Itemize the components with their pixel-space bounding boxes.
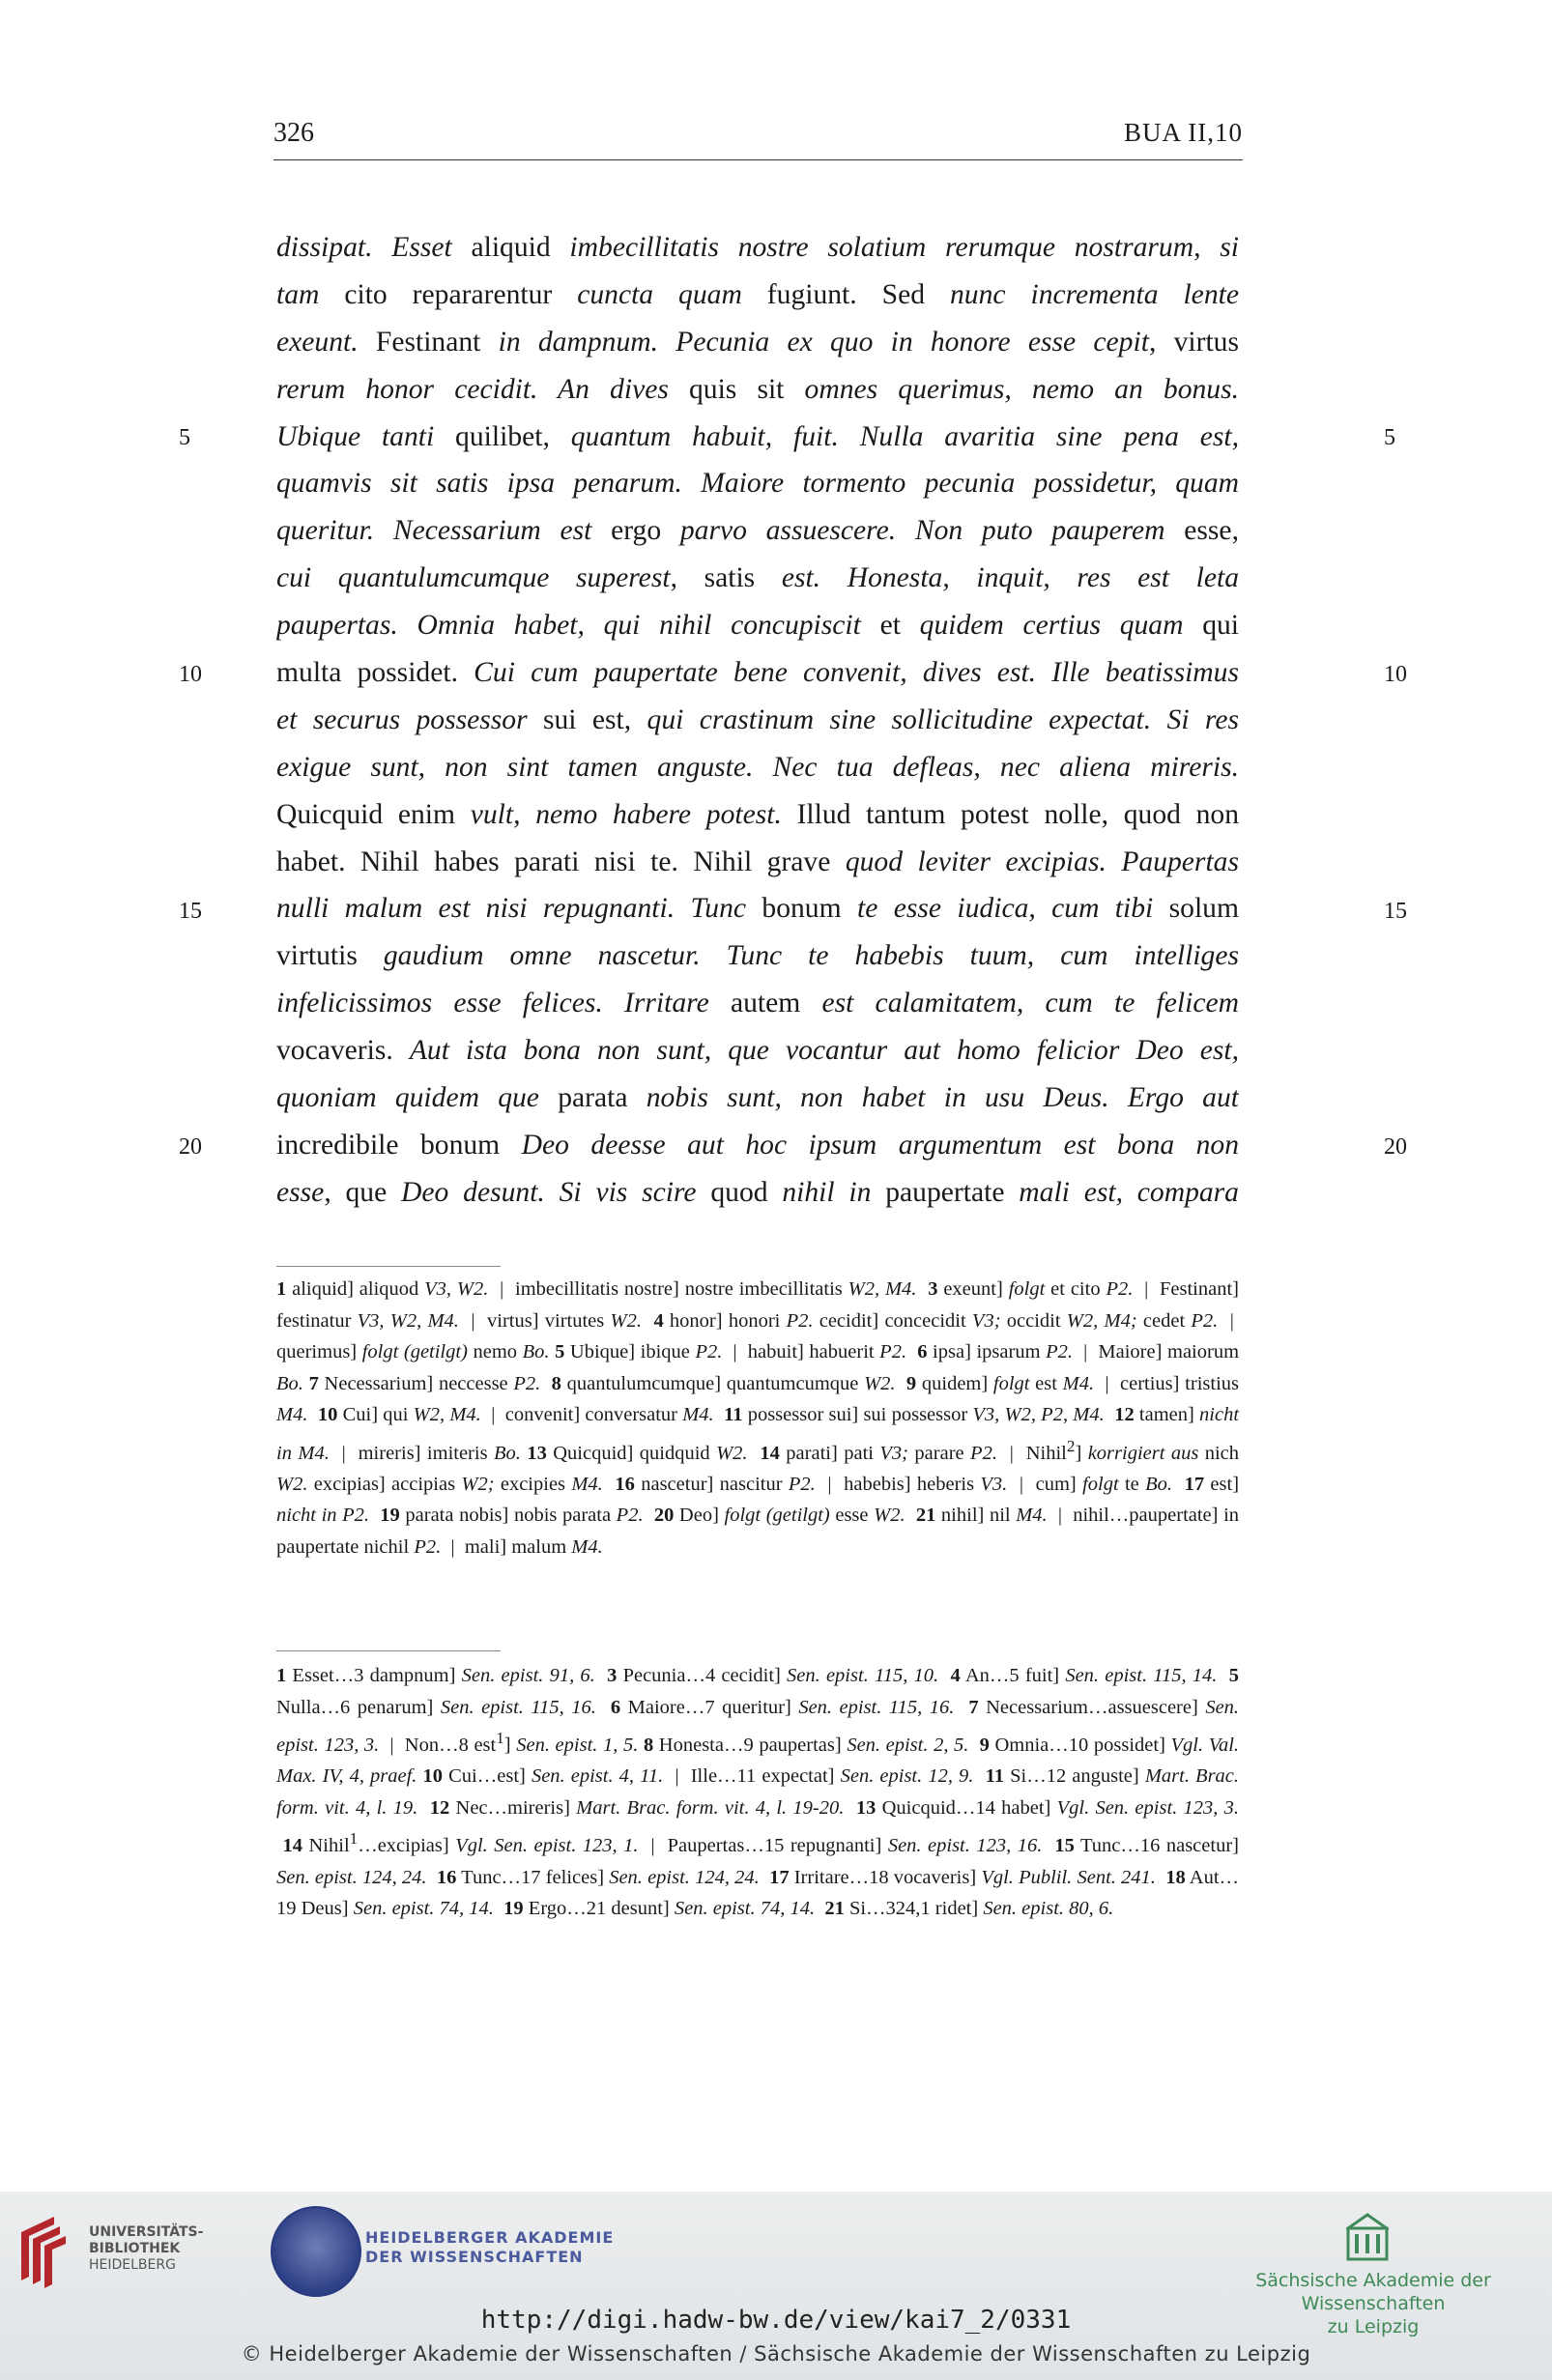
line-number-left: 5 — [179, 425, 190, 450]
text-line: dissipat. Esset aliquid imbecillitatis nostre solatium rerumque nostrarum, si — [276, 232, 1239, 263]
apparatus-rule — [276, 1266, 501, 1267]
text-line: nulli malum est nisi repugnanti. Tunc bonum te esse iudica, cum tibi solum — [276, 893, 1239, 925]
line-number-right: 5 — [1384, 425, 1395, 450]
text-line: incredibile bonum Deo deesse aut hoc ipsum argumentum est bona non — [276, 1129, 1239, 1161]
running-head: BUA II,10 — [1124, 118, 1243, 147]
line-number-right: 15 — [1384, 899, 1407, 924]
saxon-academy-name: Sächsische Akademie der Wissenschaften zu Leipzig — [1255, 2270, 1491, 2337]
text-line: quamvis sit satis ipsa penarum. Maiore tormento pecunia possidetur, quam — [276, 468, 1239, 500]
text-line: et securus possessor sui est, qui crastinum sine sollicitudine expectat. Si res — [276, 703, 1239, 735]
source-apparatus: 1 Esset…3 dampnum] Sen. epist. 91, 6. 3 Pecunia…4 cecidit] Sen. epist. 115, 10. 4 An…5 fuit] Sen. epist. 115, 14. 5 Nulla…6 penarum] Sen. epist. 115, 16. 6 Maiore…7 queritur] Sen. epist. 115, 16. 7 Necessarium…assuescere] Sen. epist. 123, 3. | Non…8 est$^1$] Sen. epist. 1, 5. 8 Honesta…9 paupertas] Sen. epist. 2, 5. 9 Omnia…10 possidet] Vgl. Val. Max. IV, 4, praef. 10 Cui…est] Sen. epist. 4, 11. | Ille…11 expectat] Sen. epist. 12, 9. 11 Si…12 anguste] Mart. Brac. form. vit. 4, l. 19. 12 Nec…mireris] Mart. Brac. form. vit. 4, l. 19-20. 13 Quicquid…14 habet] Vgl. Sen. epist. 123, 3. 14 Nihil$^1$…excipias] Vgl. Sen. epist. 123, 1. | Paupertas…15 repugnanti] Sen. epist. 123, 16. 15 Tunc…16 nascetur] Sen. epist. 124, 24. 16 Tunc…17 felices] Sen. epist. 124, 24. 17 Irritare…18 vocaveris] Vgl. Publil. Sent. 241. 18 Aut…19 Deus] Sen. epist. 74, 14. 19 Ergo…21 desunt] Sen. epist. 74, 14. 21 Si…324,1 ridet] Sen. epist. 80, 6. — [276, 1665, 1240, 1920]
text-line: quoniam quidem que parata nobis sunt, non habet in usu Deus. Ergo aut — [276, 1082, 1239, 1114]
text-line: rerum honor cecidit. An dives quis sit omnes querimus, nemo an bonus. — [276, 373, 1239, 405]
header-rule — [273, 159, 1243, 160]
text-line: esse, que Deo desunt. Si vis scire quod nihil in paupertate mali est, compara — [276, 1176, 1239, 1208]
line-number-left: 15 — [179, 899, 202, 924]
text-line: Quicquid enim vult, nemo habere potest. Illud tantum potest nolle, quod non — [276, 798, 1239, 830]
text-line: queritur. Necessarium est ergo parvo assuescere. Non puto pauperem esse, — [276, 515, 1239, 547]
text-line: exigue sunt, non sint tamen anguste. Nec tua defleas, nec aliena mireris. — [276, 751, 1239, 783]
text-line: tam cito repararentur cuncta quam fugiunt. Sed nunc incrementa lente — [276, 278, 1239, 310]
text-line: vocaveris. Aut ista bona non sunt, que vocantur aut homo felicior Deo est, — [276, 1035, 1239, 1067]
university-library-name: UNIVERSITÄTS- BIBLIOTHEK HEIDELBERG — [89, 2224, 204, 2273]
main-text — [276, 224, 1239, 1217]
copyright-notice: © Heidelberger Akademie der Wissenschaften / Sächsische Akademie der Wissenschaften zu Leipzig — [241, 2342, 1311, 2366]
line-number-left: 20 — [179, 1134, 202, 1160]
text-line: virtutis gaudium omne nascetur. Tunc te habebis tuum, cum intelliges — [276, 940, 1239, 972]
line-number-right: 20 — [1384, 1134, 1407, 1160]
critical-apparatus: 1 aliquid] aliquod V3, W2. | imbecillitatis nostre] nostre imbecillitatis W2, M4. 3 exeunt] folgt et cito P2. | Festinant] festinatur V3, W2, M4. | virtus] virtutes W2. 4 honor] honori P2. cecidit] concecidit V3; occidit W2, M4; cedet P2. | querimus] folgt (getilgt) nemo Bo. 5 Ubique] ibique P2. | habuit] habuerit P2. 6 ipsa] ipsarum P2. | Maiore] maiorum Bo. 7 Necessarium] neccesse P2. 8 quantulumcumque] quantumcumque W2. 9 quidem] folgt est M4. | certius] tristius M4. 10 Cui] qui W2, M4. | convenit] conversatur M4. 11 possessor sui] sui possessor V3, W2, P2, M4. 12 tamen] nicht in M4. | mireris] imiteris Bo. 13 Quicquid] quidquid W2. 14 parati] pati V3; parare P2. | Nihil$^2$] korrigiert aus nich W2. excipias] accipias W2; excipies M4. 16 nascetur] nascitur P2. | habebis] heberis V3. | cum] folgt te Bo. 17 est] nicht in P2. 19 parata nobis] nobis parata P2. 20 Deo] folgt (getilgt) esse W2. 21 nihil] nil M4. | nihil…paupertate] in paupertate nichil P2. | mali] malum M4. — [276, 1278, 1240, 1558]
sources-rule — [276, 1650, 501, 1651]
text-line: Ubique tanti quilibet, quantum habuit, fuit. Nulla avaritia sine pena est, — [276, 420, 1239, 452]
text-line: cui quantulumcumque superest, satis est. Honesta, inquit, res est leta — [276, 562, 1239, 594]
page-number: 326 — [273, 118, 314, 148]
line-number-right: 10 — [1384, 662, 1407, 687]
line-number-left: 10 — [179, 662, 202, 687]
text-line: paupertas. Omnia habet, qui nihil concupiscit et quidem certius quam qui — [276, 610, 1239, 642]
text-line: habet. Nihil habes parati nisi te. Nihil grave quod leviter excipias. Paupertas — [276, 846, 1239, 877]
academy-seal-icon — [271, 2206, 361, 2297]
source-url-link[interactable]: http://digi.hadw-bw.de/view/kai7_2/0331 — [480, 2306, 1072, 2335]
saxon-academy-building-icon — [1346, 2213, 1389, 2261]
text-line: exeunt. Festinant in dampnum. Pecunia ex quo in honore esse cepit, virtus — [276, 326, 1239, 358]
text-line: multa possidet. Cui cum paupertate bene convenit, dives est. Ille beatissimus — [276, 657, 1239, 689]
heidelberg-academy-name: HEIDELBERGER AKADEMIE DER WISSENSCHAFTEN — [365, 2228, 615, 2266]
university-library-logo-icon — [17, 2213, 85, 2290]
text-line: infelicissimos esse felices. Irritare autem est calamitatem, cum te felicem — [276, 988, 1239, 1019]
